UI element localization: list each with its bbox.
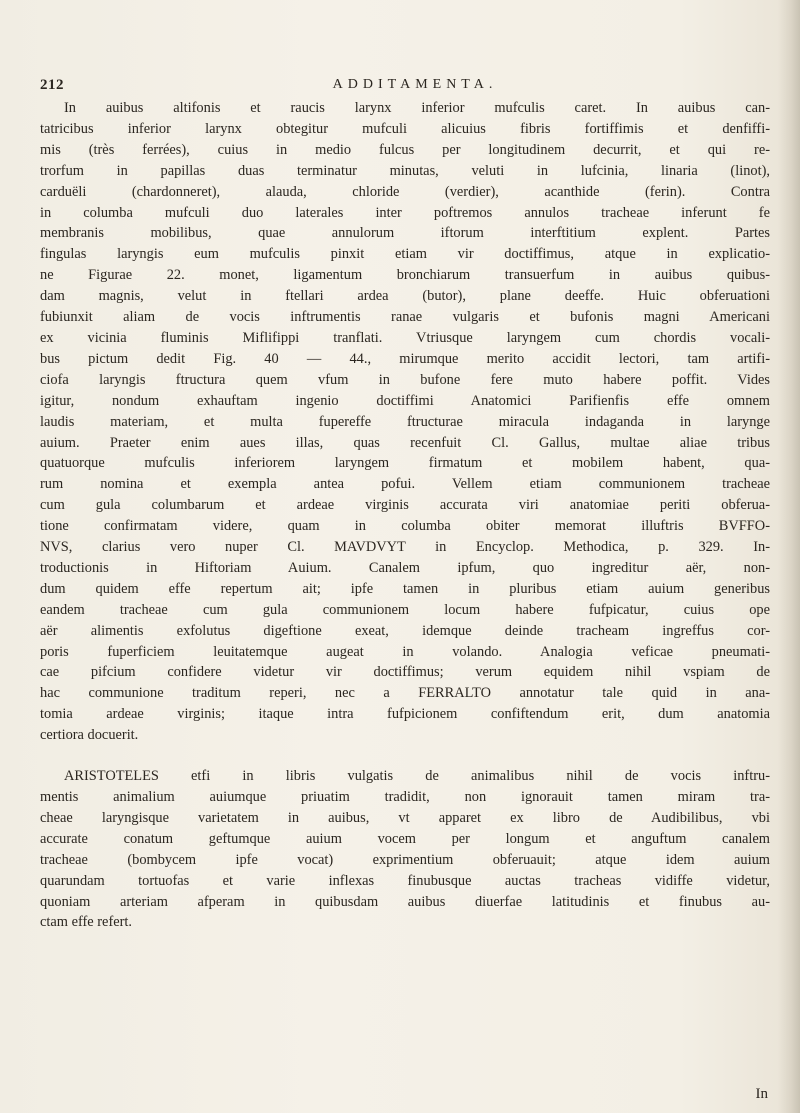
text-line: dum quidem effe repertum ait; ipfe tamen in pluribus etiam auium generibus — [40, 580, 770, 597]
text-line: poris fuperficiem leuitatemque augeat in volando. Analogia veficae pneumati- — [40, 643, 770, 660]
running-head: ADDITAMENTA. — [332, 77, 498, 92]
text-line: hac communione traditum reperi, nec a FERRALTO annotatur tale quid in ana- — [40, 685, 770, 702]
text-line: in columba mufculi duo laterales inter poftremos annulos tracheae inferunt fe — [40, 204, 770, 221]
text-line: igitur, nondum exhauftam ingenio doctiffimi Anatomici Parifienfis effe omnem — [40, 392, 770, 409]
page-number: 212 — [40, 77, 64, 93]
text-line: trorfum in papillas duas terminatur minutas, veluti in lufcinia, linaria (linot), — [40, 162, 770, 179]
text-line: mentis animalium auiumque priuatim tradidit, non ignorauit tamen miram tra- — [40, 789, 770, 805]
text-line: troductionis in Hiftoriam Auium. Canalem ipfum, quo ingreditur aër, non- — [40, 559, 770, 576]
text-line: quoniam arteriam afperam in quibusdam auibus diuerfae latitudinis et finubus au- — [40, 893, 770, 910]
text-line: membranis mobilibus, quae annulorum iftorum interftitium explent. Partes — [40, 225, 770, 242]
text-line: quatuorque mufculis inferiorem laryngem firmatum et mobilem habent, qua- — [40, 455, 770, 472]
text-line: tracheae (bombycem ipfe vocat) exprimentium obferuauit; atque idem auium — [40, 851, 770, 868]
text-line: ARISTOTELES etfi in libris vulgatis de animalibus nihil de vocis inftru- — [64, 768, 770, 785]
text-line: bus pictum dedit Fig. 40 — 44., mirumque merito accidit lectori, tam artifi- — [40, 350, 770, 367]
text-line: auium. Praeter enim aues illas, quas recenfuit Cl. Gallus, multae aliae tribus — [40, 434, 770, 451]
text-line: carduëli (chardonneret), alauda, chloride (verdier), acanthide (ferin). Contra — [40, 183, 770, 200]
text-line: ciofa laryngis ftructura quem vfum in bufone fere muto habere poffit. Vides — [40, 371, 770, 388]
paragraph — [40, 766, 770, 933]
text-line: laudis materiam, et multa fupereffe ftructurae miracula indaganda in larynge — [40, 413, 770, 430]
text-line: ne Figurae 22. monet, ligamentum bronchiarum transuerfum in auibus quibus- — [40, 267, 770, 284]
text-line: fingulas laryngis eum mufculis pinxit etiam vir doctiffimus, atque in explicatio- — [40, 246, 770, 263]
text-line: tatricibus inferior larynx obtegitur mufculi alicuius fibris fortiffimis et denfiffi- — [40, 120, 770, 137]
text-line: eandem tracheae cum gula communionem locum habere fufpicatur, cuius ope — [40, 601, 770, 618]
text-line: dam magnis, velut in ftellari ardea (butor), plane deeffe. Huic obferuationi — [40, 288, 770, 305]
text-line: certiora docuerit. — [40, 727, 139, 744]
text-line: In auibus altifonis et raucis larynx inferior mufculis caret. In auibus can- — [64, 100, 770, 116]
text-line: tomia ardeae virginis; itaque intra fufpicionem confiftendum erit, dum anatomia — [40, 706, 770, 723]
text-line: ctam effe refert. — [40, 914, 133, 931]
text-line: cum gula columbarum et ardeae virginis accurata viri anatomiae periti obferua- — [40, 497, 770, 514]
text-line: accurate conatum geftumque auium vocem per longum et anguftum canalem — [40, 830, 770, 847]
paragraph — [40, 98, 770, 746]
page-edge-shadow — [778, 0, 800, 1113]
text-line: ex vicinia fluminis Miflifippi tranflati. Vtriusque laryngem cum chordis vocali- — [40, 329, 770, 346]
text-line: cae pifcium confidere videtur vir doctiffimus; verum equidem nihil vspiam de — [40, 664, 770, 681]
text-line: rum nomina et exempla antea pofui. Vellem etiam communionem tracheae — [40, 476, 770, 493]
text-line: fubiunxit aliam de vocis inftrumentis ranae vulgaris et bufonis magni Americani — [40, 309, 770, 326]
text-line: aër alimentis exfolutus digeftione exeat, idemque deinde tracheam ingreffus cor- — [40, 622, 770, 639]
catchword: In — [755, 1086, 768, 1102]
body-text — [40, 98, 770, 933]
text-line: NVS, clarius vero nuper Cl. MAVDVYT in Encyclop. Methodica, p. 329. In- — [40, 539, 770, 556]
text-line: tione confirmatam videre, quam in columba obiter memorat illuftris BVFFO- — [40, 518, 770, 535]
text-line: mis (très ferrées), cuius in medio fulcus per longitudinem decurrit, et qui re- — [40, 141, 770, 158]
text-line: cheae laryngisque varietatem in auibus, vt apparet ex libro de Audibilibus, vbi — [40, 809, 770, 826]
text-line: quarundam tortuofas et varie inflexas finubusque auctas tracheas vidiffe videtur, — [40, 872, 770, 889]
